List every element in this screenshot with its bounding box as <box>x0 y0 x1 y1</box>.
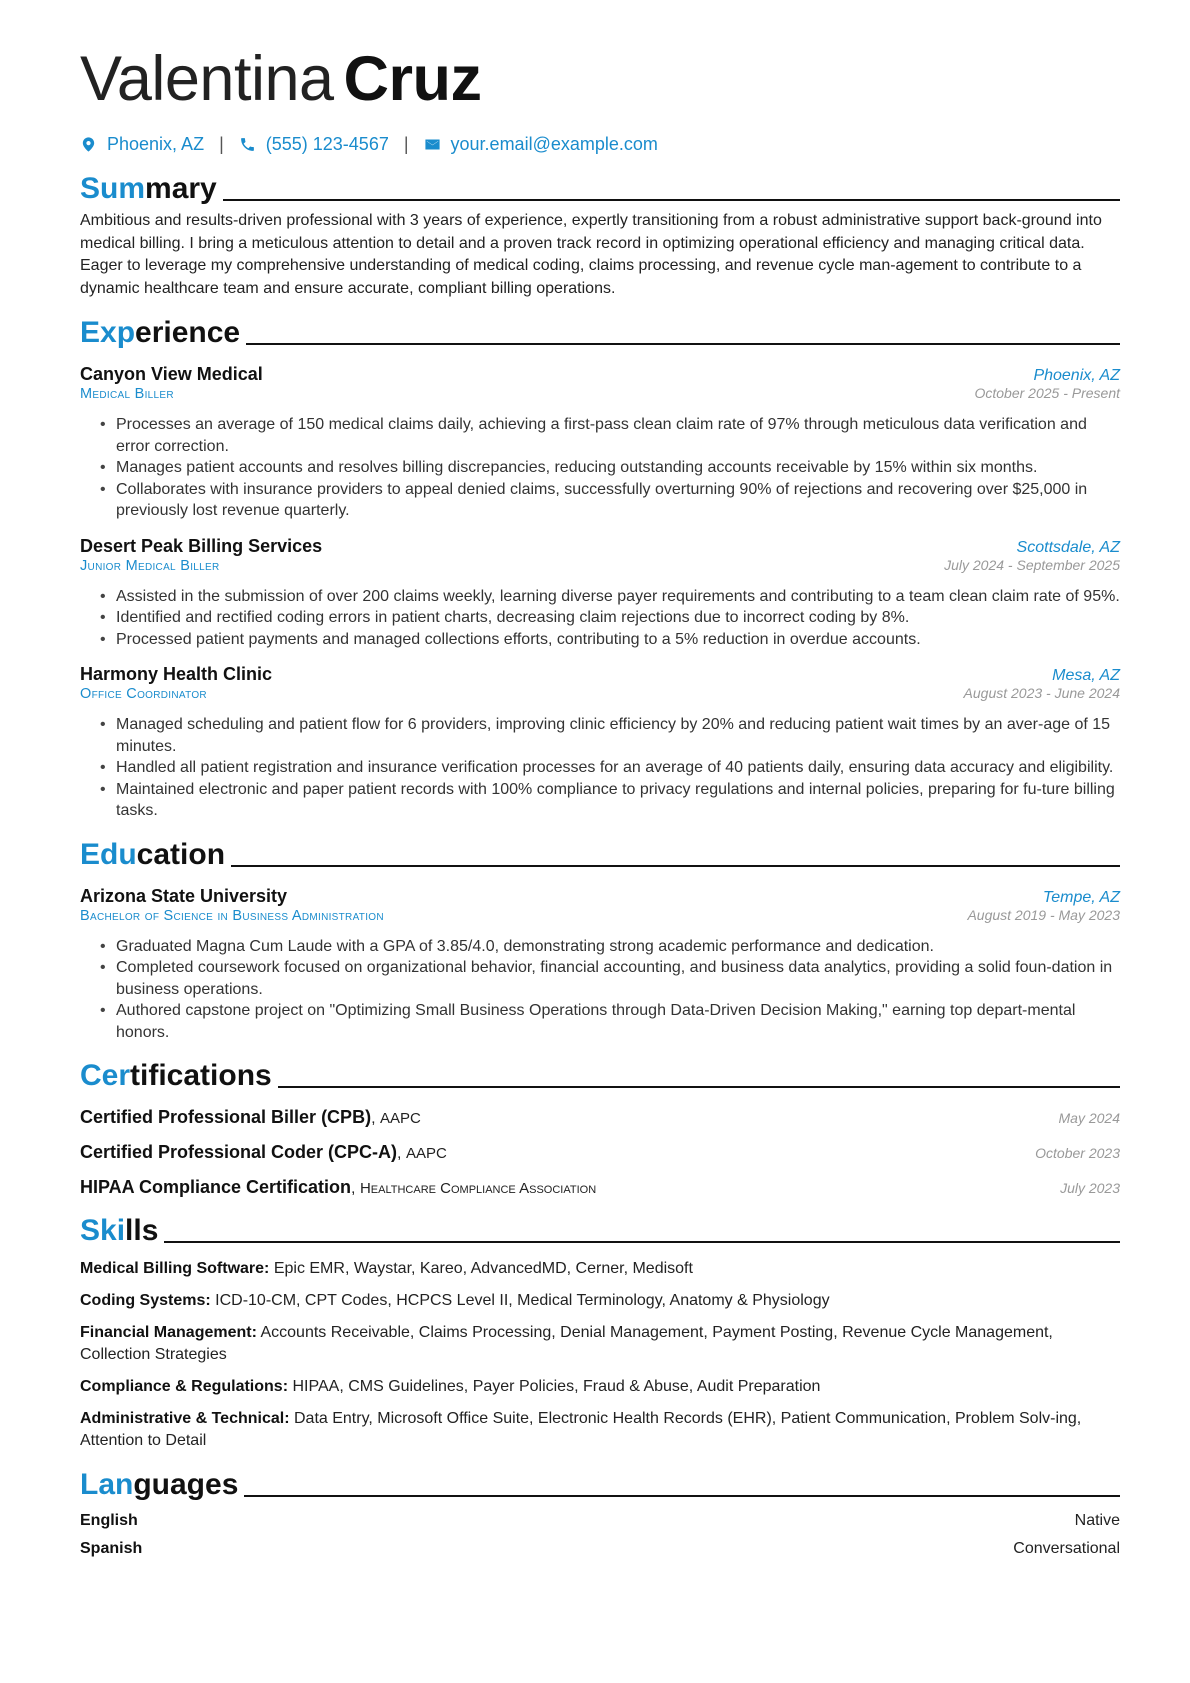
job-bullets <box>80 414 1120 522</box>
skill-row <box>80 1290 1120 1312</box>
skill-row <box>80 1376 1120 1398</box>
bullet-item: • Handled all patient registration and insurance verification processes for an average of 40 patients daily, ensuring data accuracy and eligibility. <box>116 757 1120 779</box>
school-location: Tempe, AZ <box>1042 888 1120 906</box>
education-bullets <box>80 936 1120 1044</box>
cert-date: May 2024 <box>1058 1110 1120 1126</box>
degree-name: Bachelor of Science in Business Administration <box>80 907 384 924</box>
education-heading <box>80 834 1120 872</box>
language-level: Conversational <box>1013 1540 1120 1557</box>
job-title: Junior Medical Biller <box>80 557 220 574</box>
title-rest: guages <box>133 1468 239 1501</box>
certification-item: Certified Professional Biller (CPB), AAPC May 2024 <box>80 1107 1120 1127</box>
title-rest: erience <box>135 316 241 349</box>
education-dates: August 2019 - May 2023 <box>967 906 1120 923</box>
title-accent: Ski <box>80 1214 126 1247</box>
bullet-item: • Authored capstone project on "Optimizing Small Business Operations through Data-Driven Decision Making," earning top depart-mental honors. <box>116 1000 1120 1043</box>
title-accent: Lan <box>80 1468 134 1501</box>
job-entry <box>80 536 1120 651</box>
job-title: Medical Biller <box>80 386 174 402</box>
cert-date: July 2023 <box>1060 1180 1120 1196</box>
candidate-name <box>80 46 1120 112</box>
language-level: Native <box>1074 1512 1120 1529</box>
map-pin-icon <box>80 136 97 153</box>
contact-email[interactable] <box>424 134 658 155</box>
bullet-item: • Manages patient accounts and resolves billing discrepancies, reducing outstanding accounts receivable by 15% within six months. <box>116 457 1120 479</box>
skill-values: Epic EMR, Waystar, Kareo, AdvancedMD, Cerner, Medisoft <box>273 1260 693 1277</box>
bullet-item: • Maintained electronic and paper patient records with 100% compliance to privacy regulations and internal policies, preparing for fu-ture billing tasks. <box>116 779 1120 822</box>
job-title: Office Coordinator <box>80 686 207 702</box>
summary-heading <box>80 168 1120 206</box>
phone-icon <box>239 136 256 153</box>
contact-separator: | <box>219 133 224 154</box>
location-text: Phoenix, AZ <box>107 133 205 154</box>
section-title <box>80 172 217 206</box>
skill-category: Compliance & Regulations: <box>80 1378 289 1395</box>
section-rule <box>278 1086 1120 1088</box>
job-location: Phoenix, AZ <box>1033 367 1120 384</box>
bullet-item: • Processed patient payments and managed collections efforts, contributing to a 5% reduction in overdue accounts. <box>116 629 1120 651</box>
section-title <box>80 316 240 350</box>
email-link: your.email@example.com <box>450 133 658 154</box>
section-title <box>80 1468 238 1502</box>
job-bullets <box>80 586 1120 651</box>
section-title <box>80 1214 158 1248</box>
language-name: English <box>80 1512 138 1529</box>
bullet-item: • Collaborates with insurance providers to appeal denied claims, successfully overturning 90% of rejections and recovering over $25,000 in previously lost revenue quarterly. <box>116 479 1120 522</box>
language-row <box>80 1512 1120 1530</box>
job-bullets <box>80 714 1120 822</box>
bullet-item: • Processes an average of 150 medical claims daily, achieving a first-pass clean claim rate of 97% through meticulous data verification and error correction. <box>116 414 1120 457</box>
job-location: Mesa, AZ <box>1052 667 1120 684</box>
job-dates: August 2023 - June 2024 <box>963 685 1120 701</box>
cert-name: HIPAA Compliance Certification <box>80 1177 352 1197</box>
cert-name: Certified Professional Biller (CPB) <box>80 1107 372 1127</box>
title-rest: mary <box>145 172 217 205</box>
contact-location <box>80 134 204 155</box>
certification-item: HIPAA Compliance Certification, Healthcare Compliance Association July 2023 <box>80 1177 1120 1197</box>
skill-row <box>80 1408 1120 1452</box>
language-name: Spanish <box>80 1540 143 1557</box>
certification-item: Certified Professional Coder (CPC-A), AAPC October 2023 <box>80 1142 1120 1162</box>
employer-name: Desert Peak Billing Services <box>80 535 323 556</box>
education-entry <box>80 886 1120 1044</box>
first-name: Valentina <box>80 44 334 114</box>
envelope-icon <box>424 136 441 153</box>
bullet-item: • Completed coursework focused on organizational behavior, financial accounting, and business data analytics, providing a solid foun-dation in business operations. <box>116 957 1120 1000</box>
title-accent: Cer <box>80 1059 131 1092</box>
employer-name: Canyon View Medical <box>80 364 263 384</box>
skill-row <box>80 1322 1120 1366</box>
skill-values: Data Entry, Microsoft Office Suite, Electronic Health Records (EHR), Patient Communication, Problem Solv-ing, Attention to Detail <box>80 1410 1082 1449</box>
cert-name: Certified Professional Coder (CPC-A) <box>80 1142 398 1162</box>
skill-category: Coding Systems: <box>80 1292 211 1309</box>
bullet-item: • Graduated Magna Cum Laude with a GPA of 3.85/4.0, demonstrating strong academic performance and dedication. <box>116 936 1120 958</box>
section-rule <box>231 865 1120 867</box>
skill-values: HIPAA, CMS Guidelines, Payer Policies, Fraud & Abuse, Audit Preparation <box>292 1378 821 1395</box>
phone-text: (555) 123-4567 <box>265 133 389 154</box>
skill-category: Financial Management: <box>80 1324 257 1341</box>
bullet-item: • Identified and rectified coding errors in patient charts, decreasing claim rejections due to incorrect coding by 8%. <box>116 607 1120 629</box>
cert-date: October 2023 <box>1035 1145 1120 1161</box>
contact-separator: | <box>403 133 409 154</box>
job-entry <box>80 664 1120 822</box>
languages-heading <box>80 1464 1120 1502</box>
section-rule <box>246 343 1120 345</box>
title-rest: lls <box>125 1214 159 1247</box>
contact-bar <box>80 132 1120 156</box>
employer-name: Harmony Health Clinic <box>80 664 273 684</box>
skill-row <box>80 1258 1120 1280</box>
skill-category: Medical Billing Software: <box>80 1260 270 1277</box>
school-name: Arizona State University <box>80 885 288 906</box>
skills-heading <box>80 1210 1120 1248</box>
skill-values: Accounts Receivable, Claims Processing, Denial Management, Payment Posting, Revenue Cycle Management, Collection Strategies <box>80 1324 1053 1363</box>
skill-category: Administrative & Technical: <box>80 1410 290 1427</box>
job-dates: July 2024 - September 2025 <box>944 556 1120 573</box>
title-accent: Edu <box>80 837 137 871</box>
summary-text: Ambitious and results-driven professional with 3 years of experience, expertly transitioning from a robust administrative support back-ground into medical billing. I bring a meticulous attention to detail and a proven track record in optimizing operational efficiency and managing critical data. Eager to leverage my comprehensive understanding of medical coding, claims processing, and revenue cycle man-agement to contribute to a dynamic healthcare team and ensure accurate, compliant billing operations. <box>80 212 1102 297</box>
title-accent: Sum <box>80 172 146 205</box>
section-rule <box>244 1495 1120 1497</box>
job-entry <box>80 364 1120 522</box>
section-title <box>80 1059 272 1093</box>
bullet-item: • Assisted in the submission of over 200 claims weekly, learning diverse payer requirements and contributing to a team clean claim rate of 95%. <box>116 586 1120 608</box>
certifications-heading <box>80 1055 1120 1093</box>
cert-issuer: AAPC <box>379 1110 421 1127</box>
section-rule <box>223 199 1120 201</box>
skill-values: ICD-10-CM, CPT Codes, HCPCS Level II, Medical Terminology, Anatomy & Physiology <box>215 1292 830 1309</box>
cert-issuer: AAPC <box>405 1145 447 1162</box>
section-title <box>80 838 225 872</box>
experience-heading <box>80 312 1120 350</box>
section-rule <box>164 1241 1120 1243</box>
cert-issuer: Healthcare Compliance Association <box>359 1180 597 1197</box>
contact-phone[interactable] <box>239 134 389 155</box>
title-accent: Exp <box>80 316 136 349</box>
title-rest: cation <box>136 837 226 871</box>
bullet-item: • Managed scheduling and patient flow for 6 providers, improving clinic efficiency by 20% and reducing patient wait times by an aver-age of 15 minutes. <box>116 714 1120 757</box>
last-name: Cruz <box>343 44 482 114</box>
title-rest: tifications <box>130 1059 272 1092</box>
job-location: Scottsdale, AZ <box>1016 538 1120 556</box>
language-row <box>80 1540 1120 1558</box>
job-dates: October 2025 - Present <box>974 385 1120 401</box>
